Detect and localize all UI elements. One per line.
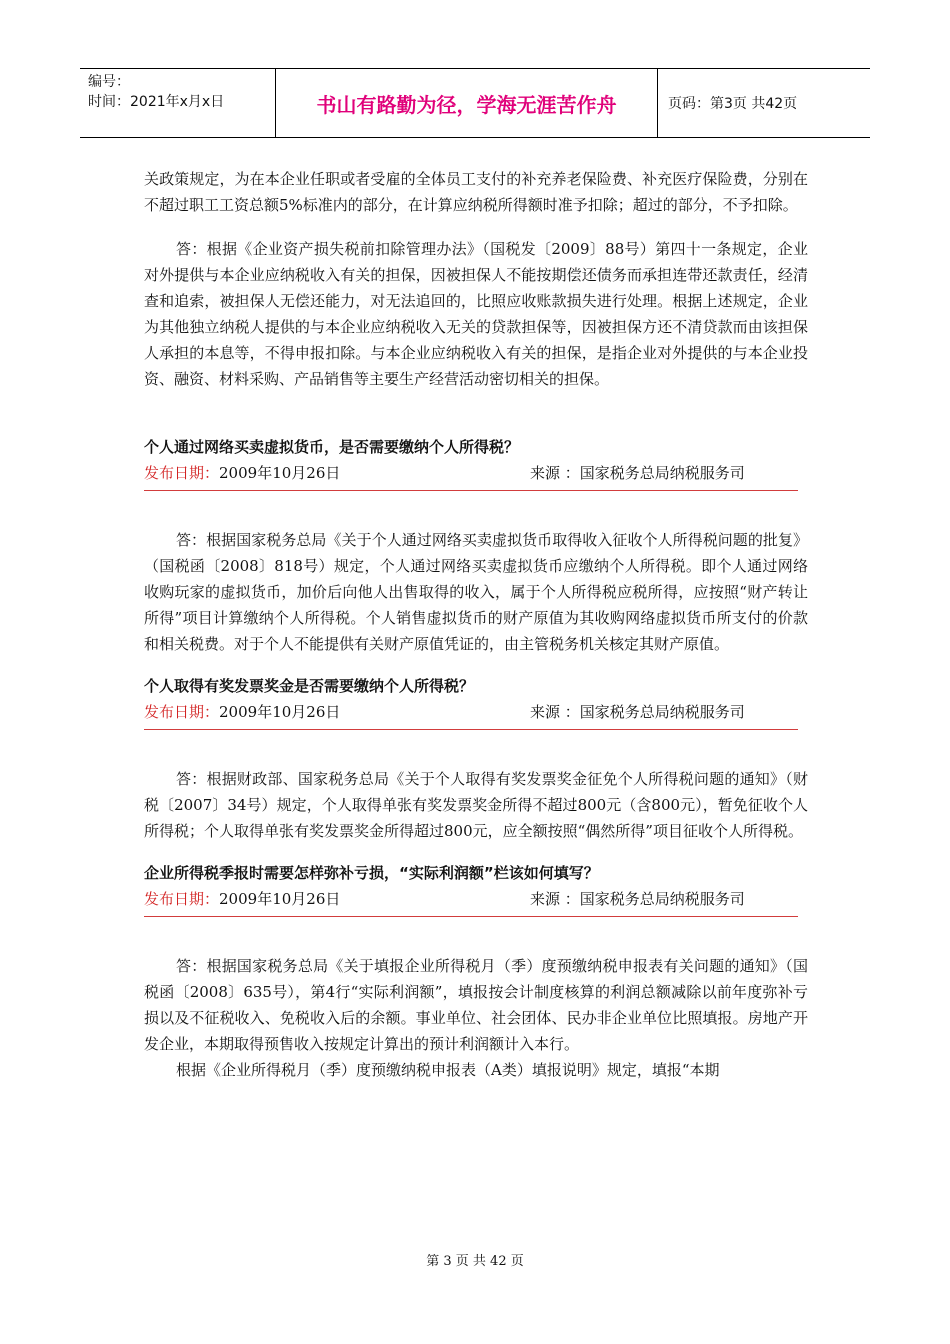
question-meta <box>144 460 798 491</box>
question-meta <box>144 699 798 730</box>
date-label: 发布日期： <box>144 464 220 482</box>
header-motto: 书山有路勤为径，学海无涯苦作舟 <box>276 69 658 137</box>
question-title: 个人通过网络买卖虚拟货币，是否需要缴纳个人所得税？ <box>144 438 520 456</box>
publish-date: 2009年10月26日 <box>219 890 341 908</box>
source-label: 来源 ：国家税务总局纳税服务司 <box>530 890 745 908</box>
question-meta <box>144 886 798 917</box>
code-label: 编号： <box>88 74 130 90</box>
question-title: 个人取得有奖发票奖金是否需要缴纳个人所得税？ <box>144 677 475 695</box>
answer-paragraph: 答：根据国家税务总局《关于个人通过网络买卖虚拟货币取得收入征收个人所得税问题的批复》（国税函〔2008〕818号）规定，个人通过网络买卖虚拟货币应缴纳个人所得税。即个人通过网络收购玩家的虚拟货币，加价后向他人出售取得的收入，属于个人所得税应税所得，应按照“财产转让所得”项目计算缴纳个人所得税。个人销售虚拟货币的财产原值为其收购网络虚拟货币所支付的价款和相关税费。对于个人不能提供有关财产原值凭证的，由主管税务机关核定其财产原值。 <box>144 531 808 653</box>
intro-paragraph: 关政策规定，为在本企业任职或者受雇的全体员工支付的补充养老保险费、补充医疗保险费，分别在不超过职工工资总额5%标准内的部分，在计算应纳税所得额时准予扣除；超过的部分，不予扣除。 <box>144 170 808 214</box>
answer-paragraph: 答：根据国家税务总局《关于填报企业所得税月（季）度预缴纳税申报表有关问题的通知》（国税函〔2008〕635号），第4行“实际利润额”，填报按会计制度核算的利润总额减除以前年度弥补亏损以及不征税收入、免税收入后的余额。事业单位、社会团体、民办非企业单位比照填报。房地产开发企业，本期取得预售收入按规定计算出的预计利润额计入本行。 <box>144 957 808 1053</box>
source-label: 来源 ：国家税务总局纳税服务司 <box>530 703 745 721</box>
document-body <box>144 166 808 1083</box>
page-footer: 第 3 页 共 42 页 <box>426 1254 524 1269</box>
header-meta <box>80 69 276 137</box>
header-page-info: 页码：第3页 共42页 <box>668 96 798 112</box>
publish-date: 2009年10月26日 <box>219 464 341 482</box>
date-label: 发布日期： <box>144 703 220 721</box>
answer-paragraph: 答：根据财政部、国家税务总局《关于个人取得有奖发票奖金征免个人所得税问题的通知》（财税〔2007〕34号）规定，个人取得单张有奖发票奖金所得不超过800元（含800元），暂免征收个人所得税；个人取得单张有奖发票奖金所得超过800元，应全额按照“偶然所得”项目征收个人所得税。 <box>144 770 808 840</box>
answer-paragraph: 答：根据《企业资产损失税前扣除管理办法》（国税发〔2009〕88号）第四十一条规定，企业对外提供与本企业应纳税收入有关的担保，因被担保人不能按期偿还债务而承担连带还款责任，经清查和追索，被担保人无偿还能力，对无法追回的，比照应收账款损失进行处理。根据上述规定，企业为其他独立纳税人提供的与本企业应纳税收入无关的贷款担保等，因被担保方还不清贷款而由该担保人承担的本息等，不得申报扣除。与本企业应纳税收入有关的担保，是指企业对外提供的与本企业投资、融资、材料采购、产品销售等主要生产经营活动密切相关的担保。 <box>144 240 808 388</box>
publish-date: 2009年10月26日 <box>219 703 341 721</box>
time-label: 时间：2021年x月x日 <box>88 94 225 110</box>
question-title: 企业所得税季报时需要怎样弥补亏损，“实际利润额”栏该如何填写？ <box>144 864 599 882</box>
source-label: 来源 ：国家税务总局纳税服务司 <box>530 464 745 482</box>
page-header <box>80 68 870 138</box>
answer-paragraph-continued: 根据《企业所得税月（季）度预缴纳税申报表（A类）填报说明》规定，填报“本期 <box>176 1061 720 1079</box>
date-label: 发布日期： <box>144 890 220 908</box>
